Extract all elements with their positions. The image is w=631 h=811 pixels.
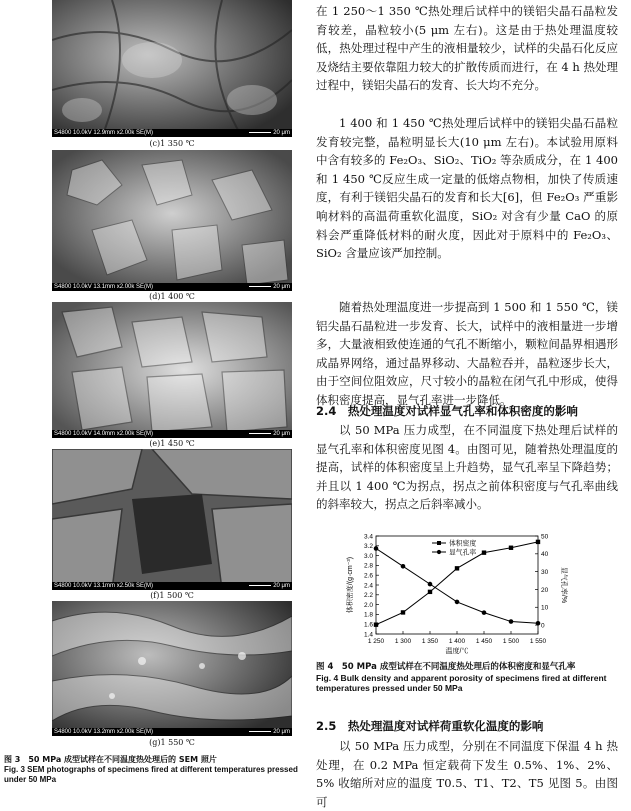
scale-bar: 20 μm bbox=[249, 129, 290, 137]
y-left-axis-label: 体积密度/(g·cm⁻³) bbox=[347, 556, 354, 614]
scale-bar: 20 μm bbox=[249, 728, 290, 736]
y-right-tick-label: 20 bbox=[541, 586, 549, 594]
data-point-bulk-density bbox=[455, 566, 459, 570]
pore bbox=[132, 494, 212, 574]
chart-legend bbox=[432, 538, 476, 556]
x-tick-label: 1 550 bbox=[529, 638, 547, 645]
fig4-caption bbox=[316, 662, 616, 694]
sem-info-bar bbox=[52, 129, 292, 137]
y-left-tick-label: 3.4 bbox=[363, 533, 373, 541]
sem-info-bar bbox=[52, 283, 292, 291]
sem-image-e bbox=[52, 302, 292, 438]
sem-image-d bbox=[52, 150, 292, 291]
fig4-caption-zh: 图 4 50 MPa 成型试样在不同温度热处理后的体积密度和显气孔率 bbox=[316, 662, 576, 672]
sem-image-g bbox=[52, 601, 292, 736]
sem-image-f bbox=[52, 449, 292, 590]
y-left-tick-label: 2.0 bbox=[363, 601, 373, 609]
paragraph-1: 在 1 250～1 350 ℃热处理后试样中的镁铝尖晶石晶粒发育较差，晶粒较小(5 μm 左右)。这是由于热处理温度较低，热处理过程中产生的液相量较少，试样的尖晶石化反应及烧结主要依靠阻力较大的扩散传质而进行，在 4 h 热处理过程中，镁铝尖晶石的发育、长大均不充分。 bbox=[316, 4, 618, 93]
section-heading-2-5: 2.5 热处理温度对试样荷重软化温度的影响 bbox=[316, 719, 544, 733]
data-point-bulk-density bbox=[374, 622, 378, 626]
sem-image-c bbox=[52, 0, 292, 137]
y-right-tick-label: 40 bbox=[541, 551, 549, 559]
left-column bbox=[0, 0, 300, 797]
sem-info-text: S4800 10.0kV 13.1mm x2.00k SE(M) bbox=[54, 284, 154, 290]
sem-texture bbox=[52, 0, 292, 137]
paragraph-5: 以 50 MPa 压力成型，分别在不同温度下保温 4 h 热处理，在 0.2 MPa 恒定载荷下发生 0.5%、1%、2%、5% 收缩所对应的温度 T0.5、T1、T2、T5 见图 5。由图可 bbox=[316, 739, 618, 809]
paragraph-4: 以 50 MPa 压力成型，在不同温度下热处理后试样的显气孔率和体积密度见图 4。由图可见，随着热处理温度的提高，试样的体积密度呈上升趋势，显气孔率呈下降趋势；并且以 1 400 ℃为拐点，拐点之前体积密度与气孔率曲线的斜率较大，拐点之后斜率减小。 bbox=[316, 423, 618, 512]
fig3-caption-zh: 图 3 50 MPa 成型试样在不同温度热处理后的 SEM 照片 bbox=[4, 755, 217, 764]
data-point-bulk-density bbox=[428, 590, 432, 594]
y-left-tick-label: 1.6 bbox=[363, 621, 373, 629]
y-left-tick-label: 1.4 bbox=[363, 631, 373, 639]
data-point-apparent-porosity bbox=[536, 621, 541, 626]
paragraph-2: 1 400 和 1 450 ℃热处理后试样中的镁铝尖晶石晶粒发育较完整，晶粒明显长大(10 μm 左右)。本试验用原料中含有较多的 Fe₂O₃、SiO₂、TiO₂ 等杂质成分，在 1 400 和 1 450 ℃反应生成一定量的低熔点物相，加快了传质速度，有利于镁铝尖晶石的发育和长大[6]，但 Fe₂O₃ 严重影响材料的高温荷重软化温度，SiO₂ 对含有少量 CaO 的原料会严重降低材料的耐火度，因此对于原料中的 Fe₂O₃、SiO₂ 含量应该严加控制。 bbox=[316, 116, 618, 261]
sem-info-text: S4800 10.0kV 12.9mm x2.00k SE(M) bbox=[54, 130, 154, 136]
data-point-apparent-porosity bbox=[482, 610, 487, 615]
y-left-tick-label: 2.8 bbox=[363, 562, 373, 570]
y-left-tick-label: 3.0 bbox=[363, 552, 373, 560]
sem-info-bar bbox=[52, 728, 292, 736]
legend-label: 体积密度 bbox=[449, 540, 477, 548]
data-point-apparent-porosity bbox=[428, 582, 433, 587]
sem-info-text: S4800 10.0kV 13.2mm x2.00k SE(M) bbox=[54, 729, 154, 735]
x-tick-label: 1 500 bbox=[502, 638, 520, 645]
data-point-bulk-density bbox=[401, 610, 405, 614]
data-point-bulk-density bbox=[536, 540, 540, 544]
series-line-apparent-porosity bbox=[376, 548, 538, 623]
legend-marker bbox=[437, 550, 441, 554]
y-right-tick-label: 50 bbox=[541, 533, 549, 541]
fig4-chart bbox=[340, 530, 570, 660]
fig4-caption-en: Fig. 4 Bulk density and apparent porosity of specimens fired at different temperatures pressed under 50 MPa bbox=[316, 672, 607, 693]
data-point-bulk-density bbox=[509, 546, 513, 550]
panel-label-g: (g)1 550 ℃ bbox=[149, 738, 195, 747]
data-point-apparent-porosity bbox=[401, 564, 406, 569]
sem-info-bar bbox=[52, 582, 292, 590]
y-left-tick-label: 2.2 bbox=[363, 592, 373, 600]
y-right-tick-label: 30 bbox=[541, 568, 549, 576]
y-right-tick-label: 10 bbox=[541, 604, 549, 612]
sem-texture bbox=[52, 601, 292, 736]
x-axis-label: 温度/℃ bbox=[445, 648, 469, 655]
fig3-caption-en: Fig. 3 SEM photographs of specimens fired at different temperatures pressed under 50 MPa bbox=[4, 765, 298, 784]
paragraph-3: 随着热处理温度进一步提高到 1 500 和 1 550 ℃，镁铝尖晶石晶粒进一步发育、长大，试样中的液相量进一步增多，大量液相致使连通的气孔不断缩小，颗粒间晶界相遇形成晶界网络，通过晶界移动、大晶粒吞并，晶粒逐步长大，由于空间位阻效应，尺寸较小的晶粒在闭气孔中形成，使得体积密度提高，显气孔率进一步降低。 bbox=[316, 300, 618, 407]
x-tick-label: 1 250 bbox=[367, 638, 385, 645]
data-point-apparent-porosity bbox=[374, 546, 379, 551]
x-tick-label: 1 350 bbox=[421, 638, 439, 645]
sem-texture bbox=[52, 449, 292, 590]
sem-texture bbox=[52, 302, 292, 438]
sem-info-bar bbox=[52, 430, 292, 438]
x-tick-label: 1 400 bbox=[448, 638, 466, 645]
y-left-tick-label: 2.4 bbox=[363, 582, 373, 590]
sem-info-text: S4800 10.0kV 14.0mm x2.00k SE(M) bbox=[54, 431, 154, 437]
panel-label-e: (e)1 450 ℃ bbox=[149, 439, 195, 448]
scale-bar: 20 μm bbox=[249, 582, 290, 590]
fig3-caption bbox=[4, 755, 304, 785]
y-left-tick-label: 2.6 bbox=[363, 572, 373, 580]
sem-info-text: S4800 10.0kV 13.1mm x2.50k SE(M) bbox=[54, 583, 154, 589]
y-left-tick-label: 1.8 bbox=[363, 611, 373, 619]
data-point-apparent-porosity bbox=[455, 600, 460, 605]
data-point-bulk-density bbox=[482, 550, 486, 554]
section-heading-2-4: 2.4 热处理温度对试样显气孔率和体积密度的影响 bbox=[316, 404, 578, 418]
panel-label-c: (c)1 350 ℃ bbox=[149, 139, 195, 148]
sem-texture bbox=[52, 150, 292, 291]
panel-label-d: (d)1 400 ℃ bbox=[149, 292, 195, 301]
x-tick-label: 1 300 bbox=[394, 638, 412, 645]
data-point-apparent-porosity bbox=[509, 619, 514, 624]
y-left-tick-label: 3.2 bbox=[363, 543, 373, 551]
legend-marker bbox=[437, 541, 441, 545]
legend-label: 显气孔率 bbox=[449, 549, 477, 557]
y-right-tick-label: 0 bbox=[541, 622, 545, 630]
y-right-axis-label: 显气孔率/% bbox=[560, 566, 567, 604]
x-tick-label: 1 450 bbox=[475, 638, 493, 645]
panel-label-f: (f)1 500 ℃ bbox=[150, 591, 194, 600]
scale-bar: 20 μm bbox=[249, 283, 290, 291]
scale-bar: 20 μm bbox=[249, 430, 290, 438]
